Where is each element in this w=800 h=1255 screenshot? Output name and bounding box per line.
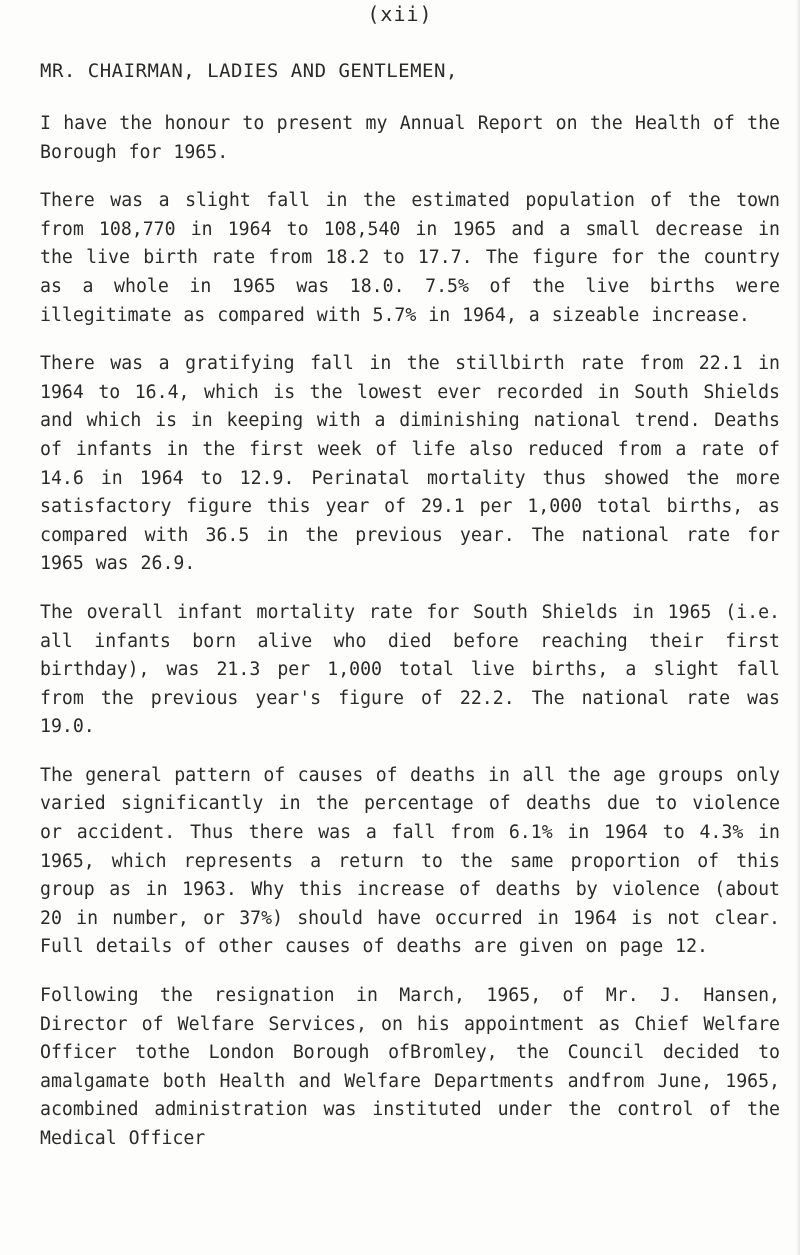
paragraph-causes-of-death: The general pattern of causes of deaths in all the age groups only varied significantly in the percentage of deaths due to violence or accident. Thus there was a fall from 6.1% in 1964 to 4.3% in 1965, which represents a return to the same proportion of this group as in 1963. Why this increase of deaths by violence (about 20 in number, or 37%) should have occurred in 1964 is not clear. Full details of other causes of deaths are given on page 12. bbox=[40, 764, 780, 958]
paragraph-population: There was a slight fall in the estimated population of the town from 108,770 in 1964 to 108,540 in 1965 and a small decrease in the live birth rate from 18.2 to 17.7. The figure for the country as a whole in 1965 was 18.0. 7.5% of the live births were illegitimate as compared with 5.7% in 1964, a sizeable increase. bbox=[40, 190, 780, 326]
paragraph-welfare: Following the resignation in March, 1965, of Mr. J. Hansen, Director of Welfare Services, on his appointment as Chief Welfare Officer tothe London Borough ofBromley, the Council decided to amalgamate both Health and Welfare Departments andfrom June, 1965, acombined administration was instituted under the control of the Medical Officer bbox=[40, 985, 780, 1149]
paragraph-stillbirth: There was a gratifying fall in the stillbirth rate from 22.1 in 1964 to 16.4, which is the lowest ever recorded in South Shields and which is in keeping with a diminishing national trend. Deaths of infants in the first week of life also reduced from a rate of 14.6 in 1964 to 12.9. Perinatal mortality thus showed the more satisfactory figure this year of 29.1 per 1,000 total births, as compared with 36.5 in the previous year. The national rate for 1965 was 26.9. bbox=[40, 353, 780, 575]
page-number: (xii) bbox=[367, 2, 433, 26]
paragraph-infant-mortality: The overall infant mortality rate for South Shields in 1965 (i.e. all infants born alive who died before reaching their first birthday), was 21.3 per 1,000 total live births, a slight fall from the previous year's figure of 22.2. The national rate was 19.0. bbox=[40, 601, 780, 738]
report-body bbox=[40, 110, 780, 1174]
paragraph-introduction: I have the honour to present my Annual Report on the Health of the Borough for 1965. bbox=[40, 113, 780, 163]
scan-edge bbox=[796, 0, 800, 1255]
salutation: MR. CHAIRMAN, LADIES AND GENTLEMEN, bbox=[40, 60, 458, 82]
